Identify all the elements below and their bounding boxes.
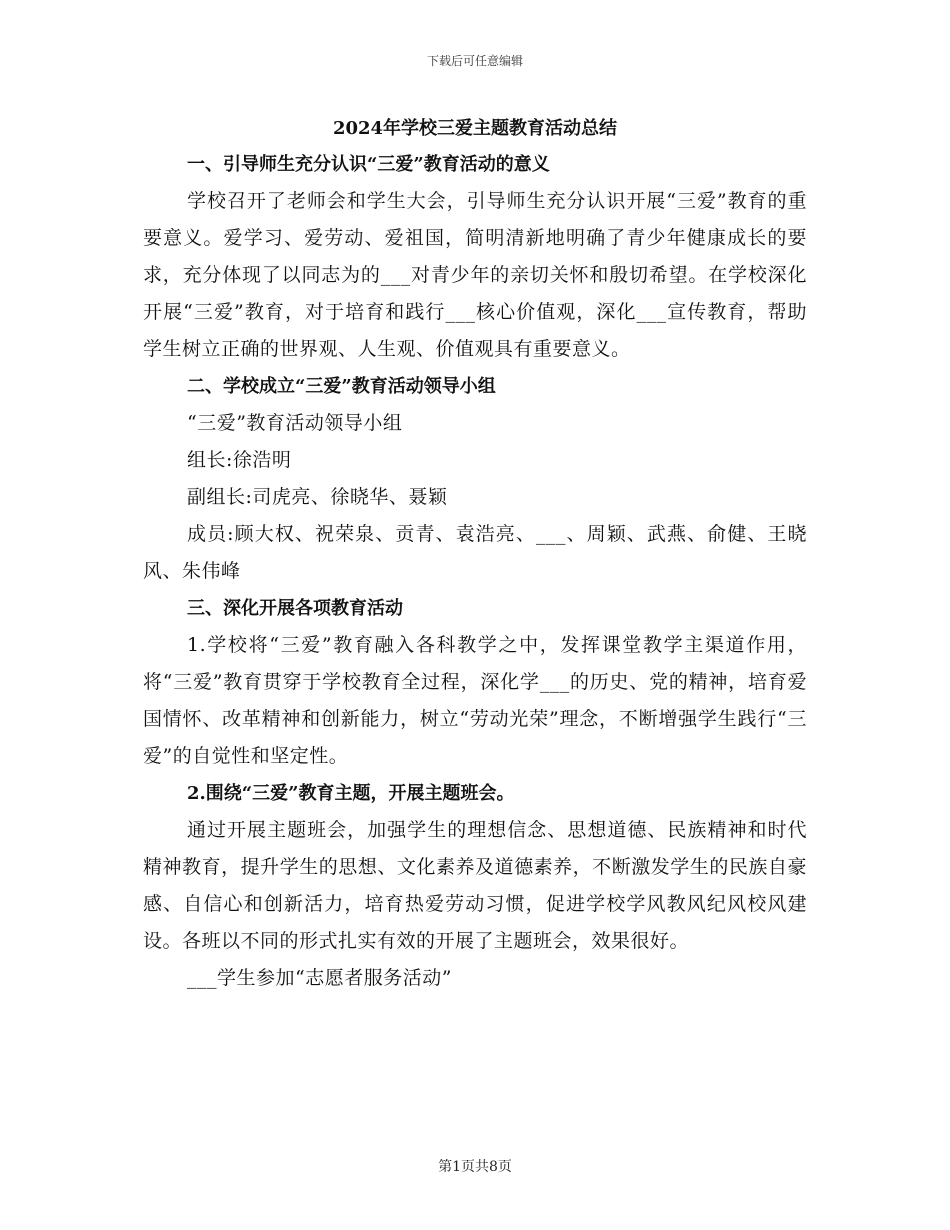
page-footer: 第1页共8页 [438,1159,512,1175]
section-3-item-2-paragraph: 通过开展主题班会，加强学生的理想信念、思想道德、民族精神和时代精神教育，提升学生的思想、文化素养及道德素养，不断激发学生的民族自豪感、自信心和创新活力，培育热爱劳动习惯，促进学校学风教风纪风校风建设。各班以不同的形式扎实有效的开展了主题班会，效果很好。 [143,819,807,952]
leadership-group-title: “三爱”教育活动领导小组 [187,412,403,434]
deputy-leaders: 副组长:司虎亮、徐晓华、聂颖 [187,486,448,508]
document-body [143,112,807,997]
section-2-heading: 二、学校成立“三爱”教育活动领导小组 [187,376,496,397]
document-title: 2024年学校三爱主题教育活动总结 [332,118,618,139]
section-1-heading: 一、引导师生充分认识“三爱”教育活动的意义 [187,154,550,175]
group-members: 成员:顾大权、祝荣泉、贡青、袁浩亮、___、周颖、武燕、俞健、王晓风、朱伟峰 [143,523,807,582]
section-3-heading: 三、深化开展各项教育活动 [187,598,403,619]
section-3-item-1: 1.学校将“三爱”教育融入各科教学之中，发挥课堂教学主渠道作用，将“三爱”教育贯穿于学校教育全过程，深化学___的历史、党的精神，培育爱国情怀、改革精神和创新能力，树立“劳动光荣”理念，不断增强学生践行“三爱”的自觉性和坚定性。 [143,634,807,767]
group-leader: 组长:徐浩明 [187,449,292,471]
section-3-volunteer-line: ___学生参加“志愿者服务活动” [187,967,452,989]
section-1-paragraph: 学校召开了老师会和学生大会，引导师生充分认识开展“三爱”教育的重要意义。爱学习、爱劳动、爱祖国，简明清新地明确了青少年健康成长的要求，充分体现了以同志为的___对青少年的亲切关怀和殷切希望。在学校深化开展“三爱”教育，对于培育和践行___核心价值观，深化___宣传教育，帮助学生树立正确的世界观、人生观、价值观具有重要意义。 [143,190,807,360]
section-3-subheading-2: 2.围绕“三爱”教育主题，开展主题班会。 [187,783,515,804]
page-header: 下载后可任意编辑 [426,54,523,68]
